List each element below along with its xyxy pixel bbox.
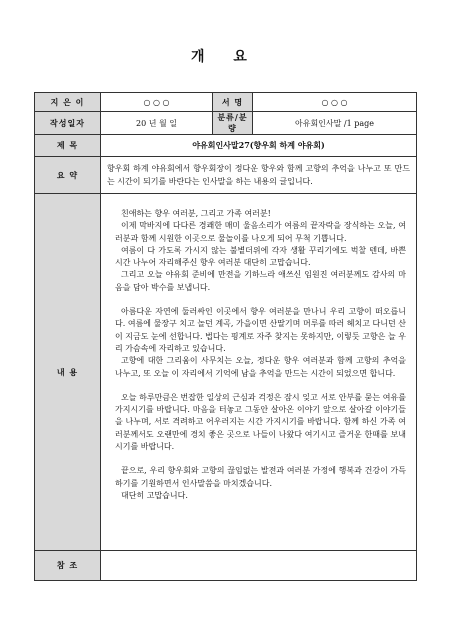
paragraph-gap xyxy=(115,294,406,306)
category-label: 분류/분량 xyxy=(213,112,253,135)
content-paragraph: 아름다운 자연에 둘러싸인 이곳에서 향우 여러분을 만나니 우리 고향이 떠오릅니다. 여름에 물장구 치고 놀던 계곡, 가을이면 산딸기며 머루를 따러 헤치고 다니던 산이 지금도 눈에 선합니다. 법다는 핑계로 자주 찾지는 못하지만, 이렇듯 고향은 늘 우리 가슴속에 자리하고 있습니다. xyxy=(115,307,406,353)
reference-label: 참 조 xyxy=(35,551,101,581)
content-paragraph: 친애하는 향우 여러분, 그리고 가족 여러분! xyxy=(121,209,271,218)
page-title: 개 요 xyxy=(191,49,259,65)
summary-value: 향우회 하계 야유회에서 향우회장이 정다운 향우와 함께 고향의 추억을 나누고 또 만드는 시간이 되기를 바란다는 인사말을 하는 내용의 글입니다. xyxy=(101,157,417,194)
summary-form xyxy=(34,92,417,581)
subject-value: 야유회인사말27(향우회 하계 야유회) xyxy=(101,135,417,157)
reference-value xyxy=(101,551,417,581)
content-label: 내 용 xyxy=(35,194,101,551)
content-paragraph: 오늘 하루만큼은 번잡한 일상의 근심과 걱정은 잠시 잊고 서로 안부를 묻는 여유를 가지시기를 바랍니다. 마음을 터놓고 그동안 살아온 이야기 앞으로 살아갈 이야기들을 나누며, 서로 격려하고 어우러지는 시간 가지시기를 바랍니다. 함께 하신 가족 여러분께서도 오랜만에 경치 좋은 곳으로 나들이 나왔다 여기시고 즐거운 한때를 보내시기를 바랍니다. xyxy=(115,392,406,452)
content-paragraph: 대단히 고맙습니다. xyxy=(121,490,188,500)
summary-label: 요 약 xyxy=(35,157,101,194)
date-value: 20 년 월 일 xyxy=(101,112,213,135)
paragraph-gap xyxy=(115,380,406,392)
author-label: 지 은 이 xyxy=(35,93,101,112)
content-paragraph: 그리고 오늘 야유회 준비에 만전을 기하느라 애쓰신 임원진 여러분께도 감사의 마음을 담아 박수를 보냅니다. xyxy=(115,270,406,292)
paragraph-gap xyxy=(115,453,406,465)
author-value: ○ ○ ○ xyxy=(101,93,213,112)
category-value: 아유회인사말 /1 page xyxy=(253,112,417,135)
content-paragraph: 여름이 다 가도록 가시지 않는 불볕더위에 각자 생활 꾸리기에도 벅찰 텐데, 바쁜 시간 나누어 자리해주신 향우 여러분 대단히 고맙습니다. xyxy=(115,245,406,268)
content-paragraph: 이제 막바지에 다다른 경쾌한 매미 울음소리가 여름의 끝자락을 장식하는 오늘, 여러분과 함께 시원한 이곳으로 물놀이를 나오게 되어 무척 기쁩니다. xyxy=(115,221,406,243)
date-label: 작성일자 xyxy=(35,112,101,135)
content-paragraph: 끝으로, 우리 향우회와 고향의 끊임없는 발전과 여러분 가정에 행복과 건강이 가득하기를 기원하면서 인사말씀을 마치겠습니다. xyxy=(115,466,406,488)
section-label: 서 명 xyxy=(213,93,253,112)
section-value: ○ ○ ○ xyxy=(253,93,417,112)
content-paragraph: 고향에 대한 그리움이 사무치는 오늘, 정다운 향우 여러분과 함께 고향의 추억을 나누고, 또 오늘 이 자리에서 기억에 남을 추억을 만드는 시간이 되었으면 합니다. xyxy=(115,356,406,378)
subject-label: 제 목 xyxy=(35,135,101,157)
content-body xyxy=(101,194,417,551)
